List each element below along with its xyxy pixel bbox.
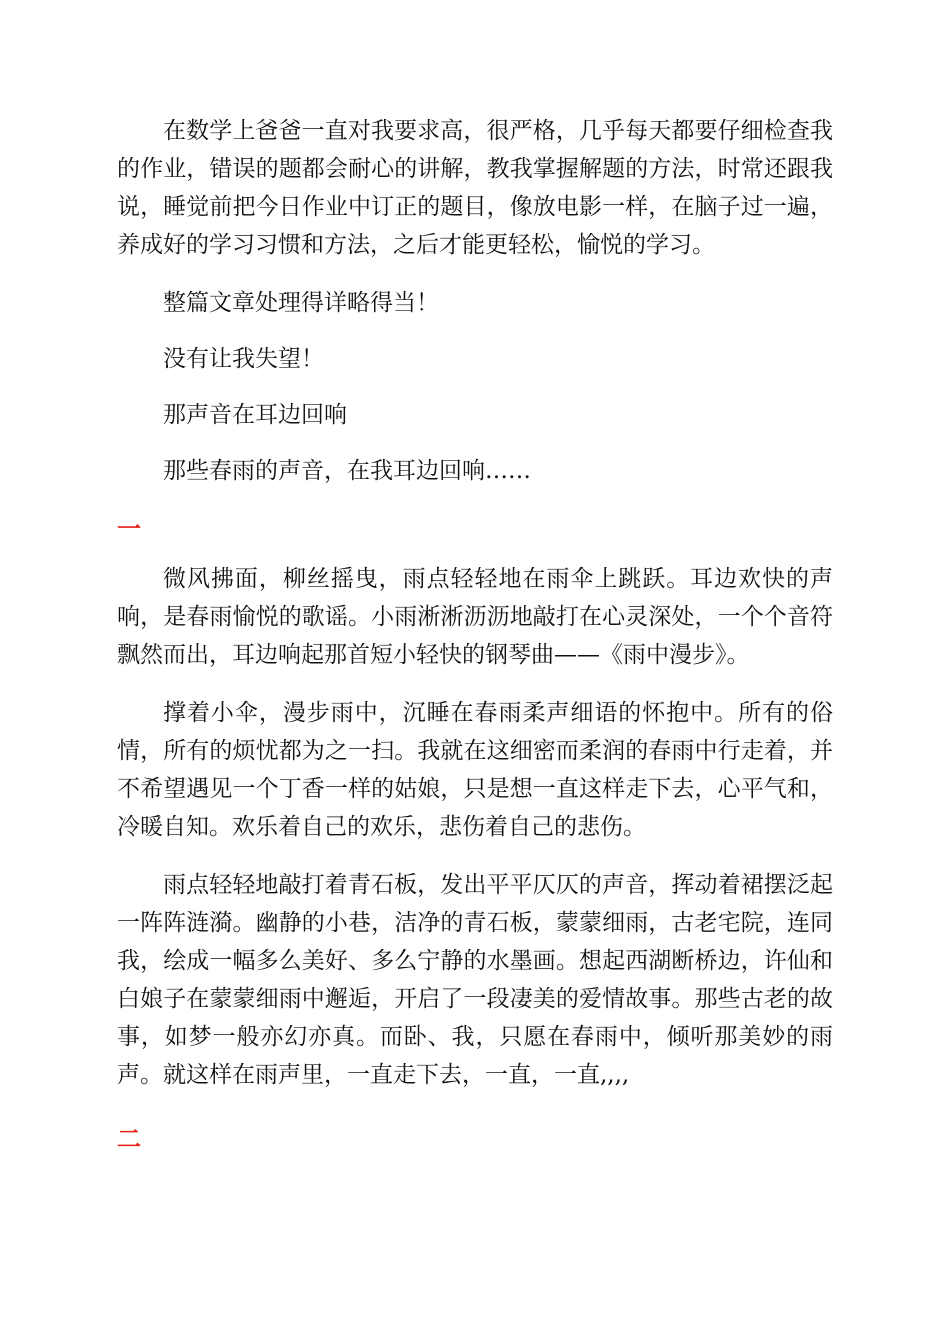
paragraph-math-study: 在数学上爸爸一直对我要求高，很严格，几乎每天都要仔细检查我的作业，错误的题都会耐心的讲解，教我掌握解题的方法，时常还跟我说，睡觉前把今日作业中订正的题目，像放电影一样，在脑子过一遍，养成好的学习习惯和方法，之后才能更轻松，愉悦的学习。: [117, 118, 833, 258]
section-number-two: 二: [117, 1124, 141, 1153]
paragraph-title-echo: 那声音在耳边回响: [163, 402, 347, 428]
document-page: [117, 112, 833, 1154]
section-number-one: 一: [117, 514, 141, 543]
paragraph-breeze: 微风拂面，柳丝摇曳，雨点轻轻地在雨伞上跳跃。耳边欢快的声响，是春雨愉悦的歌谣。小雨淅淅沥沥地敲打在心灵深处，一个个音符飘然而出，耳边响起那首短小轻快的钢琴曲——《雨中漫步》。: [117, 566, 833, 668]
paragraph-stone-slab: 雨点轻轻地敲打着青石板，发出平平仄仄的声音，挥动着裙摆泛起一阵阵涟漪。幽静的小巷，洁净的青石板，蒙蒙细雨，古老宅院，连同我，绘成一幅多么美好、多么宁静的水墨画。想起西湖断桥边，许仙和白娘子在蒙蒙细雨中邂逅，开启了一段凄美的爱情故事。那些古老的故事，如梦一般亦幻亦真。而卧、我，只愿在春雨中，倾听那美妙的雨声。就这样在雨声里，一直走下去，一直，一直,,,,: [117, 872, 833, 1088]
paragraph-umbrella: 撑着小伞，漫步雨中，沉睡在春雨柔声细语的怀抱中。所有的俗情，所有的烦忧都为之一扫。我就在这细密而柔润的春雨中行走着，并不希望遇见一个丁香一样的姑娘，只是想一直这样走下去，心平气和，冷暖自知。欢乐着自己的欢乐，悲伤着自己的悲伤。: [117, 700, 833, 840]
paragraph-spring-rain-echo: 那些春雨的声音，在我耳边回响……: [163, 458, 531, 484]
paragraph-comment-satisfied: 没有让我失望！: [163, 346, 324, 372]
paragraph-comment-detail: 整篇文章处理得详略得当！: [163, 290, 439, 316]
